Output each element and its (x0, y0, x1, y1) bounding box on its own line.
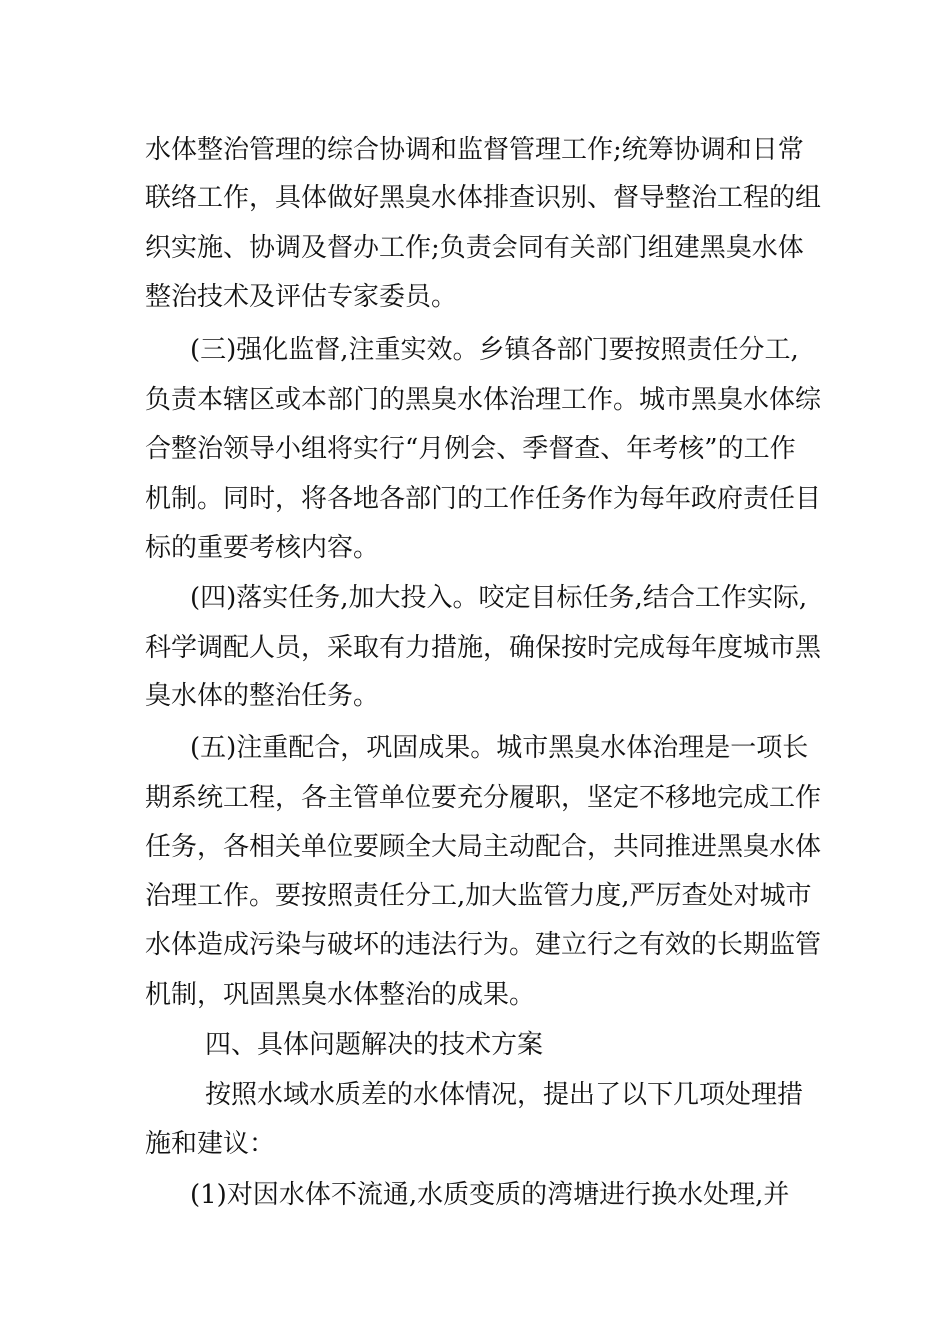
text-line: 标的重要考核内容。 (145, 533, 380, 563)
text-line: 负责本辖区或本部门的黑臭水体治理工作。城市黑臭水体综 (145, 385, 822, 415)
section-heading: 四、具体问题解决的技术方案 (205, 1030, 544, 1060)
paragraph-heading-4: (四)落实任务,加大投入。咬定目标任务,结合工作实际, (190, 583, 808, 613)
text-line: 联络工作，具体做好黑臭水体排查识别、督导整治工程的组 (145, 183, 822, 213)
paragraph-heading-3: (三)强化监督,注重实效。乡镇各部门要按照责任分工, (190, 335, 799, 365)
text-line: 按照水域水质差的水体情况，提出了以下几项处理措 (205, 1080, 804, 1110)
text-line: 任务，各相关单位要顾全大局主动配合，共同推进黑臭水体 (145, 832, 822, 862)
text-line: 机制。同时，将各地各部门的工作任务作为每年政府责任目 (145, 484, 822, 514)
paragraph-heading-5: (五)注重配合，巩固成果。城市黑臭水体治理是一项长 (190, 733, 809, 763)
text-line: 机制，巩固黑臭水体整治的成果。 (145, 980, 536, 1010)
text-line: (1)对因水体不流通,水质变质的湾塘进行换水处理,并 (190, 1180, 790, 1210)
text-line: 整治技术及评估专家委员。 (145, 282, 458, 312)
text-line: 施和建议： (145, 1129, 276, 1159)
text-line: 水体造成污染与破坏的违法行为。建立行之有效的长期监管 (145, 930, 822, 960)
text-line: 期系统工程，各主管单位要充分履职，坚定不移地完成工作 (145, 783, 822, 813)
text-line: 织实施、协调及督办工作;负责会同有关部门组建黑臭水体 (145, 233, 804, 263)
text-line: 科学调配人员，采取有力措施，确保按时完成每年度城市黑 (145, 633, 822, 663)
text-line: 水体整治管理的综合协调和监督管理工作;统筹协调和日常 (145, 135, 804, 165)
text-line: 合整治领导小组将实行“月例会、季督查、年考核”的工作 (145, 434, 796, 464)
text-line: 臭水体的整治任务。 (145, 681, 380, 711)
text-line: 治理工作。要按照责任分工,加大监管力度,严厉查处对城市 (145, 881, 812, 911)
